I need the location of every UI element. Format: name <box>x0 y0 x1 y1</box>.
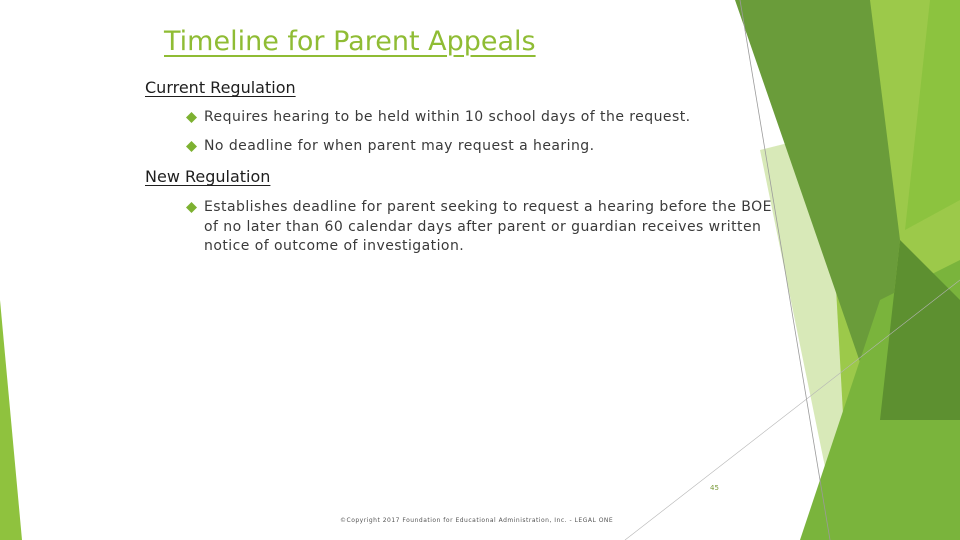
bullet-text: Establishes deadline for parent seeking to request a hearing before the BOE of no later than 60 calendar days after parent or guardian receives written notice of outcome of investigation. <box>204 199 772 254</box>
diamond-bullet-icon <box>186 202 197 213</box>
diamond-bullet-icon <box>186 141 197 152</box>
page-number: 45 <box>710 484 719 492</box>
bullet-item <box>186 198 786 257</box>
copyright-footer: ©Copyright 2017 Foundation for Educational Administration, Inc. - LEGAL ONE <box>340 517 614 524</box>
bullet-item <box>186 108 786 128</box>
bullet-text: No deadline for when parent may request a hearing. <box>204 138 595 154</box>
slide-title: Timeline for Parent Appeals <box>164 26 536 57</box>
bullet-item <box>186 137 786 157</box>
diamond-bullet-icon <box>186 112 197 123</box>
left-edge-sliver <box>0 300 22 540</box>
section-heading-current-regulation: Current Regulation <box>145 78 296 97</box>
bullet-text: Requires hearing to be held within 10 school days of the request. <box>204 109 691 125</box>
section-heading-new-regulation: New Regulation <box>145 167 271 186</box>
